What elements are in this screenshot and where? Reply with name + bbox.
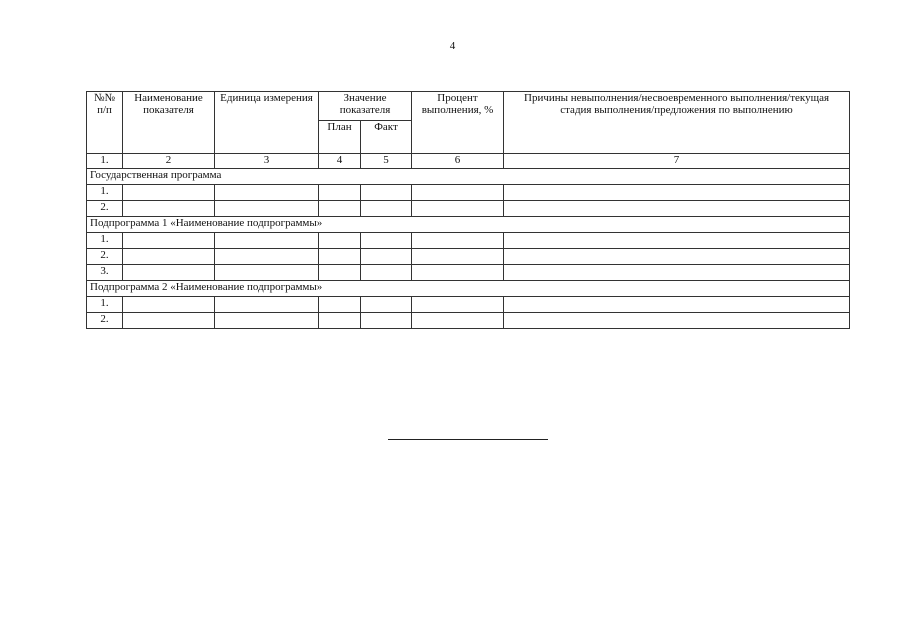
cell <box>504 249 850 265</box>
cell <box>412 201 504 217</box>
cell <box>319 313 361 329</box>
cell <box>215 233 319 249</box>
table-row <box>87 249 850 265</box>
row-number: 1. <box>87 297 123 313</box>
cell <box>319 297 361 313</box>
cell <box>123 313 215 329</box>
cell <box>504 313 850 329</box>
cell <box>504 297 850 313</box>
header-reasons: Причины невыполнения/несвоевременного выполнения/текущая стадия выполнения/предложения по выполнению <box>504 92 850 154</box>
cell <box>123 185 215 201</box>
cell <box>504 185 850 201</box>
cell <box>215 313 319 329</box>
table-row <box>87 233 850 249</box>
header-name: Наименование показателя <box>123 92 215 154</box>
row-number: 3. <box>87 265 123 281</box>
cell <box>215 249 319 265</box>
cell <box>412 233 504 249</box>
cell <box>504 265 850 281</box>
header-row-1 <box>87 92 850 121</box>
header-fact: Факт <box>361 121 412 154</box>
row-number: 2. <box>87 201 123 217</box>
report-table <box>86 91 850 329</box>
cell <box>361 201 412 217</box>
cell <box>215 201 319 217</box>
cell <box>319 201 361 217</box>
column-number: 1. <box>87 154 123 169</box>
column-number: 6 <box>412 154 504 169</box>
column-number: 4 <box>319 154 361 169</box>
cell <box>412 265 504 281</box>
signature-line <box>388 439 548 440</box>
cell <box>123 201 215 217</box>
table-row <box>87 185 850 201</box>
section-title: Государственная программа <box>87 169 850 185</box>
cell <box>412 185 504 201</box>
section-title: Подпрограмма 2 «Наименование подпрограммы» <box>87 281 850 297</box>
cell <box>412 297 504 313</box>
header-unit: Единица измерения <box>215 92 319 154</box>
cell <box>412 249 504 265</box>
cell <box>504 201 850 217</box>
cell <box>412 313 504 329</box>
header-plan: План <box>319 121 361 154</box>
header-num: №№ п/п <box>87 92 123 154</box>
cell <box>361 265 412 281</box>
cell <box>361 233 412 249</box>
cell <box>215 265 319 281</box>
cell <box>215 297 319 313</box>
header-percent: Процент выполнения, % <box>412 92 504 154</box>
column-number: 2 <box>123 154 215 169</box>
cell <box>319 265 361 281</box>
row-number: 2. <box>87 313 123 329</box>
table-row <box>87 265 850 281</box>
cell <box>361 185 412 201</box>
column-numbers-row <box>87 154 850 169</box>
cell <box>361 313 412 329</box>
row-number: 2. <box>87 249 123 265</box>
cell <box>123 265 215 281</box>
cell <box>504 233 850 249</box>
cell <box>123 297 215 313</box>
cell <box>123 233 215 249</box>
section-row <box>87 169 850 185</box>
table-row <box>87 297 850 313</box>
column-number: 7 <box>504 154 850 169</box>
section-row <box>87 281 850 297</box>
cell <box>319 185 361 201</box>
column-number: 5 <box>361 154 412 169</box>
cell <box>215 185 319 201</box>
cell <box>319 233 361 249</box>
row-number: 1. <box>87 233 123 249</box>
page-number: 4 <box>449 40 456 52</box>
table-row <box>87 313 850 329</box>
cell <box>361 297 412 313</box>
header-value: Значение показателя <box>319 92 412 121</box>
column-number: 3 <box>215 154 319 169</box>
cell <box>319 249 361 265</box>
row-number: 1. <box>87 185 123 201</box>
cell <box>123 249 215 265</box>
table-row <box>87 201 850 217</box>
section-row <box>87 217 850 233</box>
section-title: Подпрограмма 1 «Наименование подпрограммы» <box>87 217 850 233</box>
cell <box>361 249 412 265</box>
